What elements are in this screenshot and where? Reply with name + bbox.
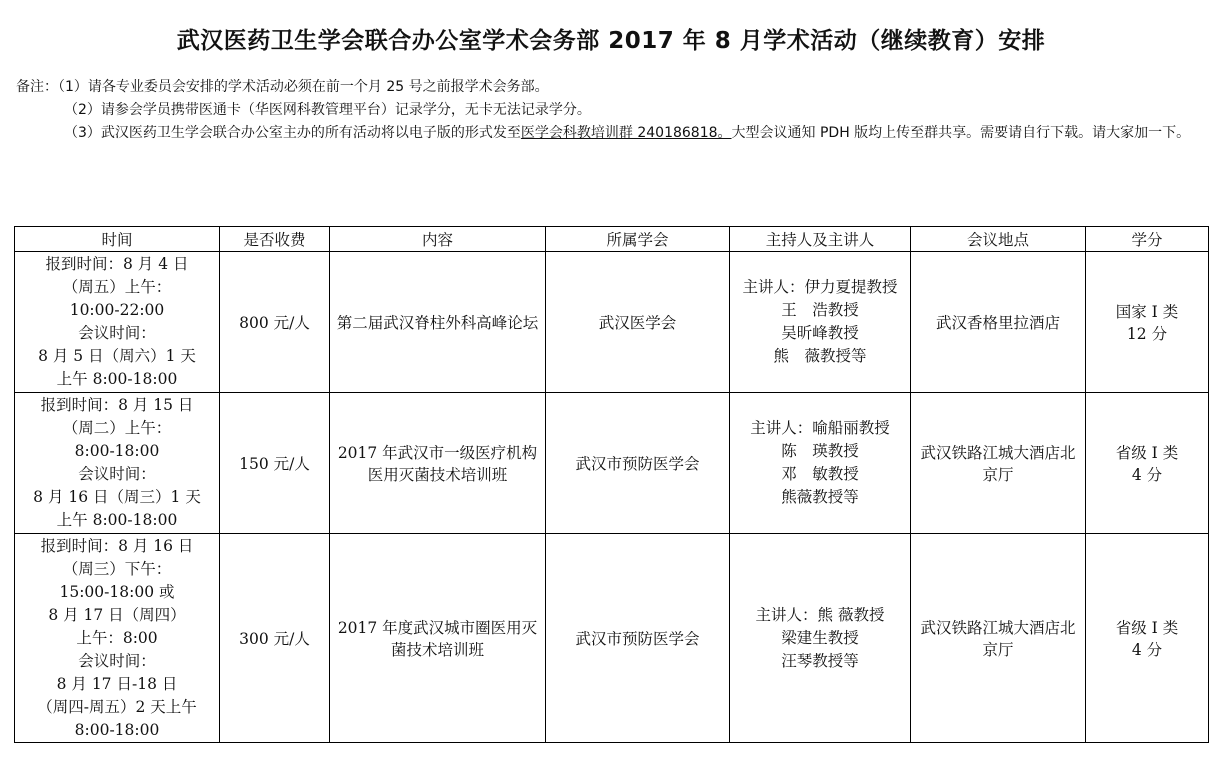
credit-cell xyxy=(1086,393,1209,534)
time-line: 8:00-18:00 xyxy=(74,442,160,460)
time-line: 8 月 17 日（周四） xyxy=(48,605,186,624)
time-line: （周五）上午： xyxy=(62,278,172,296)
speaker-line: 吴昕峰教授 xyxy=(781,324,859,342)
note-2: （2）请参会学员携带医通卡（华医网科教管理平台）记录学分，无卡无法记录学分。 xyxy=(64,102,591,118)
time-line: 会议时间： xyxy=(78,651,156,670)
speaker-line: 陈 瑛教授 xyxy=(781,442,859,460)
credit-type: 省级 I 类 xyxy=(1115,444,1179,462)
time-line: 上午：8:00 xyxy=(76,628,158,647)
credit-type: 国家 I 类 xyxy=(1115,303,1179,321)
time-line: 8 月 16 日（周三）1 天 xyxy=(33,488,201,506)
note-3-pre: （3）武汉医药卫生学会联合办公室主办的所有活动将以电子版的形式发至 xyxy=(64,125,521,141)
speaker-line: 梁建生教授 xyxy=(781,628,859,647)
time-line: 会议时间： xyxy=(78,324,156,342)
header-fee: 是否收费 xyxy=(220,227,330,252)
header-credit: 学分 xyxy=(1086,227,1209,252)
table-row xyxy=(15,534,1209,743)
note-1 xyxy=(16,76,1206,99)
speaker-line: 主讲人：熊 薇教授 xyxy=(755,605,885,624)
notes-label: 备注： xyxy=(16,79,58,95)
table-row xyxy=(15,393,1209,534)
credit-points: 4 分 xyxy=(1131,466,1163,484)
table-header-row xyxy=(15,227,1209,252)
society-cell: 武汉市预防医学会 xyxy=(546,534,730,743)
credit-points: 4 分 xyxy=(1131,641,1163,659)
speakers-cell xyxy=(730,534,911,743)
time-line: 上午 8:00-18:00 xyxy=(56,511,178,529)
speaker-line: 熊 薇教授等 xyxy=(773,347,867,365)
time-cell xyxy=(15,393,220,534)
time-cell xyxy=(15,252,220,393)
time-cell xyxy=(15,534,220,743)
note-3-post: 大型会议通知 PDH 版均上传至群共享。需要请自行下载。请大家加一下。 xyxy=(731,125,1191,141)
header-speakers: 主持人及主讲人 xyxy=(730,227,911,252)
speaker-line: 王 浩教授 xyxy=(781,301,859,319)
header-content: 内容 xyxy=(330,227,546,252)
time-line: 8 月 17 日-18 日 xyxy=(56,674,178,693)
content-cell: 2017 年度武汉城市圈医用灭菌技术培训班 xyxy=(330,534,546,743)
time-line: 10:00-22:00 xyxy=(69,301,165,319)
credit-type: 省级 I 类 xyxy=(1115,619,1179,637)
society-cell: 武汉市预防医学会 xyxy=(546,393,730,534)
header-venue: 会议地点 xyxy=(911,227,1086,252)
fee-cell: 150 元/人 xyxy=(220,393,330,534)
time-line: 8:00-18:00 xyxy=(74,720,160,739)
speakers-cell xyxy=(730,252,911,393)
table-row xyxy=(15,252,1209,393)
schedule-table xyxy=(14,226,1209,743)
note-3 xyxy=(16,122,1206,145)
time-line: 报到时间：8 月 15 日 xyxy=(40,396,194,414)
content-cell: 第二届武汉脊柱外科高峰论坛 xyxy=(330,252,546,393)
time-line: （周三）下午： xyxy=(62,559,172,578)
speakers-cell xyxy=(730,393,911,534)
header-society: 所属学会 xyxy=(546,227,730,252)
venue-cell: 武汉铁路江城大酒店北京厅 xyxy=(911,534,1086,743)
time-line: 会议时间： xyxy=(78,465,156,483)
credit-points: 12 分 xyxy=(1126,325,1168,343)
fee-cell: 300 元/人 xyxy=(220,534,330,743)
credit-cell xyxy=(1086,534,1209,743)
venue-cell: 武汉香格里拉酒店 xyxy=(911,252,1086,393)
time-line: （周四-周五）2 天上午 xyxy=(37,697,197,716)
time-line: 报到时间：8 月 4 日 xyxy=(45,255,189,273)
time-line: 上午 8:00-18:00 xyxy=(56,370,178,388)
speaker-line: 汪琴教授等 xyxy=(781,651,859,670)
notes-section xyxy=(16,76,1206,145)
society-cell: 武汉医学会 xyxy=(546,252,730,393)
time-line: （周二）上午： xyxy=(62,419,172,437)
content-cell: 2017 年武汉市一级医疗机构医用灭菌技术培训班 xyxy=(330,393,546,534)
speaker-line: 主讲人：伊力夏提教授 xyxy=(742,278,898,296)
page-title: 武汉医药卫生学会联合办公室学术会务部 2017 年 8 月学术活动（继续教育）安排 xyxy=(176,28,1046,54)
speaker-line: 熊薇教授等 xyxy=(781,488,859,506)
venue-cell: 武汉铁路江城大酒店北京厅 xyxy=(911,393,1086,534)
group-number: 医学会科教培训群 240186818。 xyxy=(520,125,732,141)
note-1-text: （1）请各专业委员会安排的学术活动必须在前一个月 25 号之前报学术会务部。 xyxy=(58,79,549,95)
speaker-line: 邓 敏教授 xyxy=(781,465,859,483)
header-time: 时间 xyxy=(15,227,220,252)
credit-cell xyxy=(1086,252,1209,393)
time-line: 15:00-18:00 或 xyxy=(59,582,175,601)
speaker-line: 主讲人：喻船丽教授 xyxy=(750,419,890,437)
fee-cell: 800 元/人 xyxy=(220,252,330,393)
time-line: 8 月 5 日（周六）1 天 xyxy=(38,347,196,365)
time-line: 报到时间：8 月 16 日 xyxy=(40,536,194,555)
